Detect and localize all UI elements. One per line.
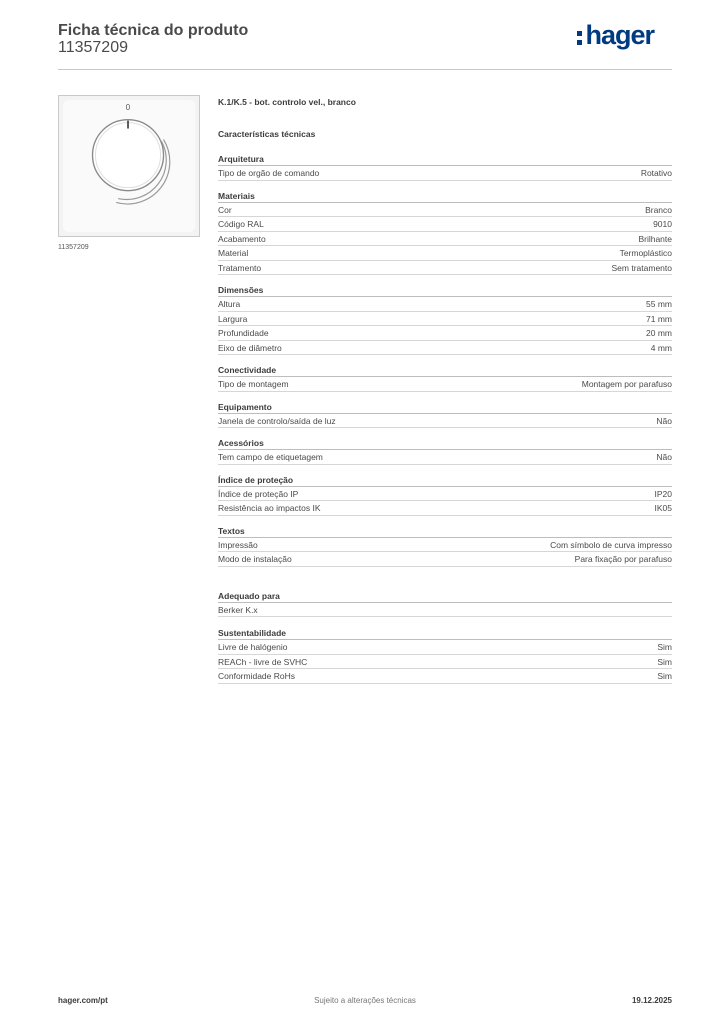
spec-value: 4 mm	[650, 342, 672, 353]
spec-row	[218, 450, 672, 465]
section-title: Equipamento	[218, 401, 672, 414]
spec-value: Com símbolo de curva impresso	[550, 539, 672, 550]
footer-notice: Sujeito a alterações técnicas	[314, 996, 416, 1005]
spec-value: Brilhante	[638, 233, 672, 244]
spec-label: Tratamento	[218, 262, 262, 273]
section-title: Textos	[218, 525, 672, 538]
spec-label: Cor	[218, 204, 232, 215]
spec-value: 9010	[653, 219, 672, 229]
spec-row	[218, 501, 672, 516]
product-name: K.1/K.5 - bot. controlo vel., branco	[218, 97, 356, 107]
product-image	[58, 95, 200, 237]
rotary-knob-icon	[59, 96, 199, 236]
spec-value: 20 mm	[646, 328, 672, 338]
spec-value: IP20	[654, 488, 672, 499]
spec-label: Livre de halógenio	[218, 642, 288, 652]
section-title: Acessórios	[218, 437, 672, 450]
spec-value: Rotativo	[640, 168, 672, 178]
spec-value: Sim	[657, 671, 672, 681]
spec-label: Modo de instalação	[218, 554, 292, 564]
spec-sections	[218, 153, 672, 684]
product-code: 11357209	[58, 39, 128, 56]
spec-row	[218, 297, 672, 312]
page-header	[58, 20, 672, 70]
spec-section	[218, 525, 672, 567]
spec-section	[218, 474, 672, 516]
spec-label: Resistência ao impactos IK	[218, 503, 321, 513]
spec-value: Não	[656, 452, 672, 462]
spec-label: Eixo de diâmetro	[218, 342, 282, 353]
spec-row	[218, 655, 672, 670]
spec-value: IK05	[654, 503, 672, 513]
logo-dots-icon	[577, 31, 582, 45]
spec-row	[218, 166, 672, 181]
section-title: Arquitetura	[218, 153, 672, 166]
spec-value: Montagem por parafuso	[581, 379, 672, 389]
spec-row	[218, 326, 672, 341]
tech-specs-title: Características técnicas	[218, 129, 316, 139]
spec-row	[218, 312, 672, 327]
spec-row	[218, 341, 672, 356]
section-title: Conectividade	[218, 364, 672, 377]
spec-row	[218, 538, 672, 553]
spec-section	[218, 627, 672, 684]
spec-content	[218, 97, 672, 684]
section-title: Sustentabilidade	[218, 627, 672, 640]
spec-label: Berker K.x	[218, 604, 258, 615]
spec-section	[218, 401, 672, 429]
image-caption: 11357209	[58, 244, 89, 251]
spec-label: Tem campo de etiquetagem	[218, 452, 323, 462]
spec-value: Termoplástico	[619, 248, 672, 258]
spec-row	[218, 552, 672, 567]
spec-label: Material	[218, 248, 249, 258]
spec-section	[218, 590, 672, 618]
spec-value: 55 mm	[646, 299, 672, 309]
section-title: Dimensões	[218, 284, 672, 297]
spec-row	[218, 414, 672, 429]
spec-value: Sim	[657, 642, 672, 652]
spec-label: Conformidade RoHs	[218, 671, 296, 681]
spec-label: Código RAL	[218, 219, 264, 229]
spec-label: Altura	[218, 299, 241, 309]
document-title: Ficha técnica do produto	[58, 22, 249, 39]
spec-label: Profundidade	[218, 328, 269, 338]
logo-text: hager	[585, 20, 654, 50]
spec-label: Acabamento	[218, 233, 266, 244]
spec-section	[218, 364, 672, 392]
page-footer	[58, 996, 672, 1010]
spec-label: Índice de proteção IP	[218, 488, 299, 499]
spec-label: Janela de controlo/saída de luz	[218, 415, 336, 426]
spec-label: Impressão	[218, 539, 258, 550]
zero-mark: 0	[125, 102, 131, 112]
spec-row	[218, 232, 672, 247]
hager-logo	[577, 20, 654, 51]
spec-value: Sim	[657, 656, 672, 667]
spec-row	[218, 377, 672, 392]
spec-value: Não	[656, 415, 672, 426]
spec-section	[218, 437, 672, 465]
spec-value: 71 mm	[646, 313, 672, 324]
spec-label: Largura	[218, 313, 248, 324]
spec-section	[218, 190, 672, 276]
footer-website[interactable]: hager.com/pt	[58, 996, 108, 1005]
spec-row	[218, 246, 672, 261]
spec-row	[218, 203, 672, 218]
spec-label: REACh - livre de SVHC	[218, 656, 308, 667]
section-title: Adequado para	[218, 590, 672, 603]
spec-label: Tipo de montagem	[218, 379, 289, 389]
footer-date: 19.12.2025	[631, 996, 672, 1005]
spec-value: Sem tratamento	[611, 262, 672, 273]
spec-row	[218, 217, 672, 232]
spec-label: Tipo de orgão de comando	[218, 168, 320, 178]
spec-row	[218, 603, 672, 618]
spec-section	[218, 284, 672, 355]
spec-row	[218, 261, 672, 276]
spec-row	[218, 669, 672, 684]
section-title: Índice de proteção	[218, 474, 672, 487]
section-title: Materiais	[218, 190, 672, 203]
spec-value: Para fixação por parafuso	[574, 554, 672, 564]
spec-section	[218, 153, 672, 181]
spec-row	[218, 640, 672, 655]
spec-row	[218, 487, 672, 502]
spec-value: Branco	[645, 204, 672, 215]
